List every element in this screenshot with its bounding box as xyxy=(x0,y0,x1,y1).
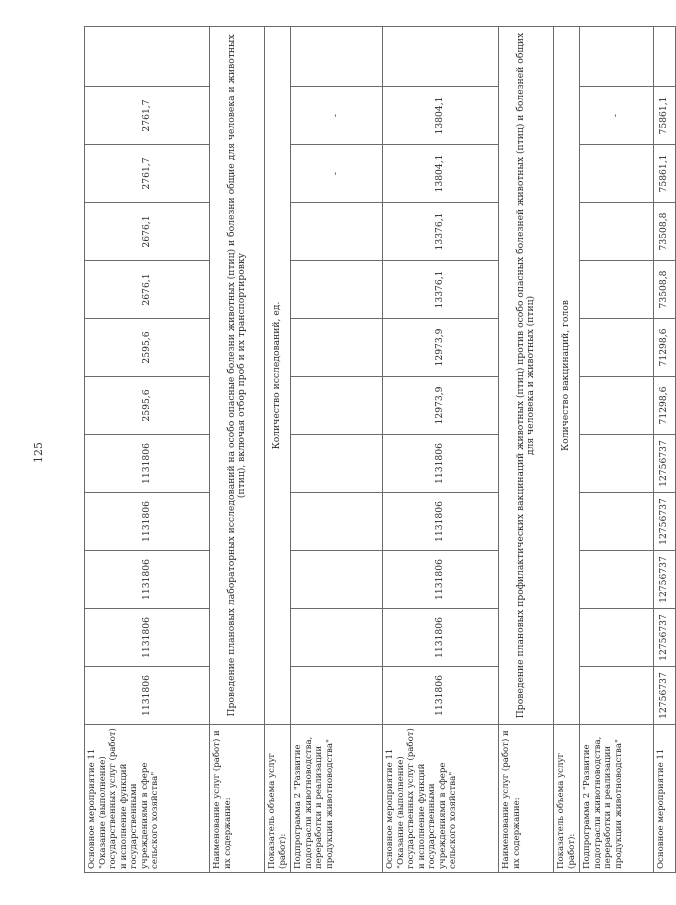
table-row xyxy=(654,27,676,873)
row-label: Основное мероприятие 11 "Оказание (выполнение) государственных услуг (работ) и исполнение функций государственными учреждениями в сфере сельского хозяйства" xyxy=(383,725,499,873)
value-cell xyxy=(291,319,383,377)
value-cell: 71298,6 xyxy=(654,377,676,435)
value-cell: 2761,7 xyxy=(85,145,210,203)
value-cell: 2676,1 xyxy=(85,261,210,319)
empty-cell xyxy=(654,27,676,87)
value-cell: 2595,6 xyxy=(85,377,210,435)
value-cell: 1131806 xyxy=(383,435,499,493)
page-number: 125 xyxy=(32,442,45,463)
value-cell: 75861,1 xyxy=(654,145,676,203)
value-cell xyxy=(580,667,654,725)
merged-description-cell: Количество исследований, ед. xyxy=(265,27,291,725)
value-cell: 12973,9 xyxy=(383,319,499,377)
value-cell: 1131806 xyxy=(383,493,499,551)
value-cell: 1131806 xyxy=(85,551,210,609)
merged-description-cell: Проведение плановых профилактических вакцинаций животных (птиц) против особо опасных болезней животных (птиц) и болезней общих для человека и животных (птиц) xyxy=(499,27,554,725)
value-cell: 12756737 xyxy=(654,435,676,493)
value-cell: 1131806 xyxy=(85,667,210,725)
value-cell: 2676,1 xyxy=(85,203,210,261)
value-cell: 71298,6 xyxy=(654,319,676,377)
value-cell: 13376,1 xyxy=(383,261,499,319)
value-cell xyxy=(291,203,383,261)
value-cell: 12973,9 xyxy=(383,377,499,435)
merged-description-cell: Количество вакцинаций, голов xyxy=(554,27,580,725)
value-cell xyxy=(291,435,383,493)
row-label: Наименование услуг (работ) и их содержание: xyxy=(499,725,554,873)
row-label: Показатель объема услуг (работ): xyxy=(265,725,291,873)
value-cell xyxy=(291,551,383,609)
value-cell: 12756737 xyxy=(654,667,676,725)
value-cell xyxy=(291,609,383,667)
value-cell: 75861,1 xyxy=(654,87,676,145)
merged-description-cell: Проведение плановых лабораторных исследований на особо опасные болезни животных (птиц) и болезни общие для человека и животных (птиц), включая отбор проб и их транспортировку xyxy=(210,27,265,725)
table-row xyxy=(210,27,265,873)
value-cell: 12756737 xyxy=(654,609,676,667)
value-cell: 1131806 xyxy=(85,609,210,667)
budget-table xyxy=(84,26,676,873)
value-cell: 73508,8 xyxy=(654,203,676,261)
value-cell xyxy=(580,551,654,609)
value-cell: 1131806 xyxy=(85,435,210,493)
value-cell xyxy=(291,261,383,319)
value-cell xyxy=(580,493,654,551)
value-cell: 13376,1 xyxy=(383,203,499,261)
row-label: Подпрограмма 2 "Развитие подотрасли животноводства, переработки и реализации продукции животноводства" xyxy=(291,725,383,873)
value-cell xyxy=(580,261,654,319)
table-row xyxy=(554,27,580,873)
value-cell xyxy=(580,609,654,667)
value-cell: - xyxy=(580,87,654,145)
empty-cell xyxy=(383,27,499,87)
value-cell xyxy=(291,377,383,435)
value-cell: 1131806 xyxy=(383,667,499,725)
value-cell xyxy=(580,377,654,435)
value-cell: 1131806 xyxy=(85,493,210,551)
row-label: Основное мероприятие 11 "Оказание (выполнение) государственных услуг (работ) и исполнение функций государственными учреждениями в сфере сельского хозяйства" xyxy=(85,725,210,873)
table-row xyxy=(265,27,291,873)
value-cell xyxy=(580,319,654,377)
table-row xyxy=(499,27,554,873)
value-cell: 73508,8 xyxy=(654,261,676,319)
value-cell: 12756737 xyxy=(654,551,676,609)
row-label: Показатель объема услуг (работ): xyxy=(554,725,580,873)
value-cell xyxy=(291,493,383,551)
value-cell: 13804,1 xyxy=(383,87,499,145)
value-cell xyxy=(580,203,654,261)
value-cell: 2761,7 xyxy=(85,87,210,145)
empty-cell xyxy=(85,27,210,87)
empty-cell xyxy=(291,27,383,87)
table-row xyxy=(383,27,499,873)
row-label: Основное мероприятие 11 xyxy=(654,725,676,873)
table-row xyxy=(85,27,210,873)
empty-cell xyxy=(580,27,654,87)
value-cell: 2595,6 xyxy=(85,319,210,377)
value-cell: 1131806 xyxy=(383,551,499,609)
table-row xyxy=(580,27,654,873)
value-cell: 13804,1 xyxy=(383,145,499,203)
value-cell xyxy=(580,435,654,493)
row-label: Подпрограмма 2 "Развитие подотрасли животноводства, переработки и реализации продукции животноводства" xyxy=(580,725,654,873)
value-cell: - xyxy=(291,145,383,203)
table-body xyxy=(85,27,676,873)
table-row xyxy=(291,27,383,873)
value-cell: 12756737 xyxy=(654,493,676,551)
value-cell xyxy=(291,667,383,725)
value-cell xyxy=(580,145,654,203)
value-cell: - xyxy=(291,87,383,145)
value-cell: 1131806 xyxy=(383,609,499,667)
row-label: Наименование услуг (работ) и их содержание: xyxy=(210,725,265,873)
